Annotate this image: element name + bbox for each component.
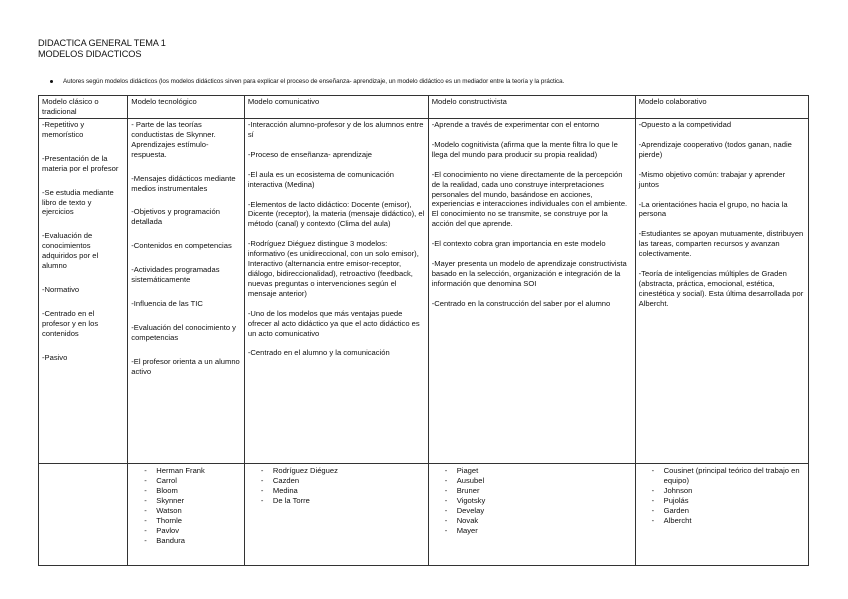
characteristic-item: -Modelo cognitivista (afirma que la mente filtra lo que le llega del mundo para producir su propia realidad) [431,139,618,159]
characteristic-item: -El aula es un ecosistema de comunicación interactiva (Medina) [247,169,394,189]
characteristic-item: -Opuesto a la competividad [638,120,732,129]
header-cell: Modelo tecnológico [128,96,245,119]
author-item: - Bruner [432,486,632,496]
author-item: - Ausubel [432,476,632,486]
author-item: - Thornle [131,516,241,526]
characteristic-item: -Pasivo [42,352,68,362]
authors-list [432,466,632,536]
characteristic-item: -Actividades programadas sistemáticamente [131,265,220,285]
author-item: - Rodríguez Diéguez [248,466,425,476]
characteristic-item: -El profesor orienta a un alumno activo [131,356,240,376]
document-title [38,38,166,60]
characteristic-item: -Evaluación del conocimiento y competencias [131,322,236,342]
column-colaborativo [635,119,808,464]
characteristic-item: -La orientaciónes hacia el grupo, no hacia la persona [638,199,788,219]
column-comunicativo [244,119,428,464]
intro-bullet-text: Autores según modelos didácticos (los modelos didácticos sirven para explicar el proceso de enseñanza- aprendizaje, un modelo didáctico es un mediador entre la teoría y la práctica. [63,78,565,85]
characteristics-row [39,119,809,464]
authors-row [39,464,809,566]
characteristic-item: -Repetitivo y memorístico [42,120,85,139]
characteristic-item: -Centrado en el profesor y en los contenidos [42,308,99,338]
characteristic-item: -Teoría de inteligencias múltiples de Graden (abstracta, práctica, emocional, estética, cinestética y social). Esta última desarrollada por Albercht. [638,269,804,308]
author-item: - Bandura [131,536,241,546]
intro-bullet [50,78,564,86]
authors-cell [128,464,245,566]
authors-cell [244,464,428,566]
characteristic-item: -Centrado en la construcción del saber por el alumno [431,298,611,308]
authors-cell [39,464,128,566]
models-table [38,95,809,566]
column-constructivista [428,119,635,464]
title-line-2: MODELOS DIDACTICOS [38,49,142,59]
author-item: - Albercht [639,516,805,526]
author-item: - Watson [131,506,241,516]
characteristic-item: -Centrado en el alumno y la comunicación [247,348,390,358]
characteristic-item: -Objetivos y programación detallada [131,207,220,227]
column-tecnologico [128,119,245,464]
authors-list [131,466,241,546]
title-line-1: DIDACTICA GENERAL TEMA 1 [38,38,166,48]
characteristic-item: -Normativo [42,284,80,294]
characteristic-item: - Parte de las teorías conductistas de Skynner. Aprendizajes estímulo-respuesta. [131,120,216,159]
author-item: - Mayer [432,526,632,536]
authors-cell [635,464,808,566]
header-cell: Modelo clásico o tradicional [39,96,128,119]
characteristic-item: -Estudiantes se apoyan mutuamente, distribuyen las tareas, comparten recursos y avanzan colectivamente. [638,229,804,259]
header-cell: Modelo constructivista [428,96,635,119]
characteristic-item: -Uno de los modelos que más ventajas puede ofrecer al acto didáctico ya que el acto didáctico es un acto comunicativo [247,308,420,338]
author-item: - Johnson [639,486,805,496]
author-item: - Piaget [432,466,632,476]
author-item: - Develay [432,506,632,516]
author-item: - Cazden [248,476,425,486]
characteristic-item: -Rodríguez Diéguez distingue 3 modelos: informativo (es unidireccional, con un solo emisor), Interactivo (alternancia entre emisor-receptor, diálogo, bidireccionalidad), retroactivo (feedback, nuevas preguntas o intervenciones según el mensaje anterior) [247,239,419,298]
characteristic-item: -Mensajes didácticos mediante medios instrumentales [131,173,236,193]
author-item: - Bloom [131,486,241,496]
characteristic-item: -Evaluación de conocimientos adquiridos por el alumno [42,231,99,271]
header-cell: Modelo colaborativo [635,96,808,119]
author-item: - Carrol [131,476,241,486]
authors-list [248,466,425,506]
characteristic-item: -Proceso de enseñanza- aprendizaje [247,149,372,159]
characteristic-item: -El conocimiento no viene directamente de la percepción de la realidad, cada uno construye interpretaciones personales del mundo, basándose en acciones, experiencias e interacciones individuales con el ambiente. El conocimiento no se transmite, se construye por la acción del que aprende. [431,169,628,229]
characteristic-item: -Elementos de lacto didáctico: Docente (emisor), Dicente (receptor), la materia (mensaje didáctico), el método (canal) y contexto (Clima del aula) [247,199,425,229]
header-cell: Modelo comunicativo [244,96,428,119]
author-item: - Medina [248,486,425,496]
header-row [39,96,809,119]
author-item: - Pujolás [639,496,805,506]
author-item: - Vigotsky [432,496,632,506]
authors-cell [428,464,635,566]
column-tradicional [39,119,128,464]
characteristic-item: -Interacción alumno-profesor y de los alumnos entre sí [247,120,424,139]
characteristic-item: -Se estudia mediante libro de texto y ejercicios [42,187,114,217]
characteristic-item: -Contenidos en competencias [131,241,232,251]
characteristic-item: -El contexto cobra gran importancia en este modelo [431,239,606,249]
characteristic-item: -Mismo objetivo común: trabajar y aprender juntos [638,169,786,189]
characteristic-item: -Mayer presenta un modelo de aprendizaje constructivista basado en la selección, organización e integración de la información que denomina SOI [431,259,627,288]
authors-list [639,466,805,526]
author-item: - Novak [432,516,632,526]
author-item: - Garden [639,506,805,516]
characteristic-item: -Influencia de las TIC [131,298,203,308]
author-item: - Cousinet (principal teórico del trabajo en equipo) [639,466,805,486]
author-item: - Herman Frank [131,466,241,476]
characteristic-item: -Presentación de la materia por el profesor [42,153,119,173]
characteristic-item: -Aprende a través de experimentar con el entorno [431,120,600,129]
author-item: - De la Torre [248,496,425,506]
author-item: - Skynner [131,496,241,506]
author-item: - Pavlov [131,526,241,536]
bullet-dot-icon [50,80,53,83]
characteristic-item: -Aprendizaje cooperativo (todos ganan, nadie pierde) [638,139,792,159]
